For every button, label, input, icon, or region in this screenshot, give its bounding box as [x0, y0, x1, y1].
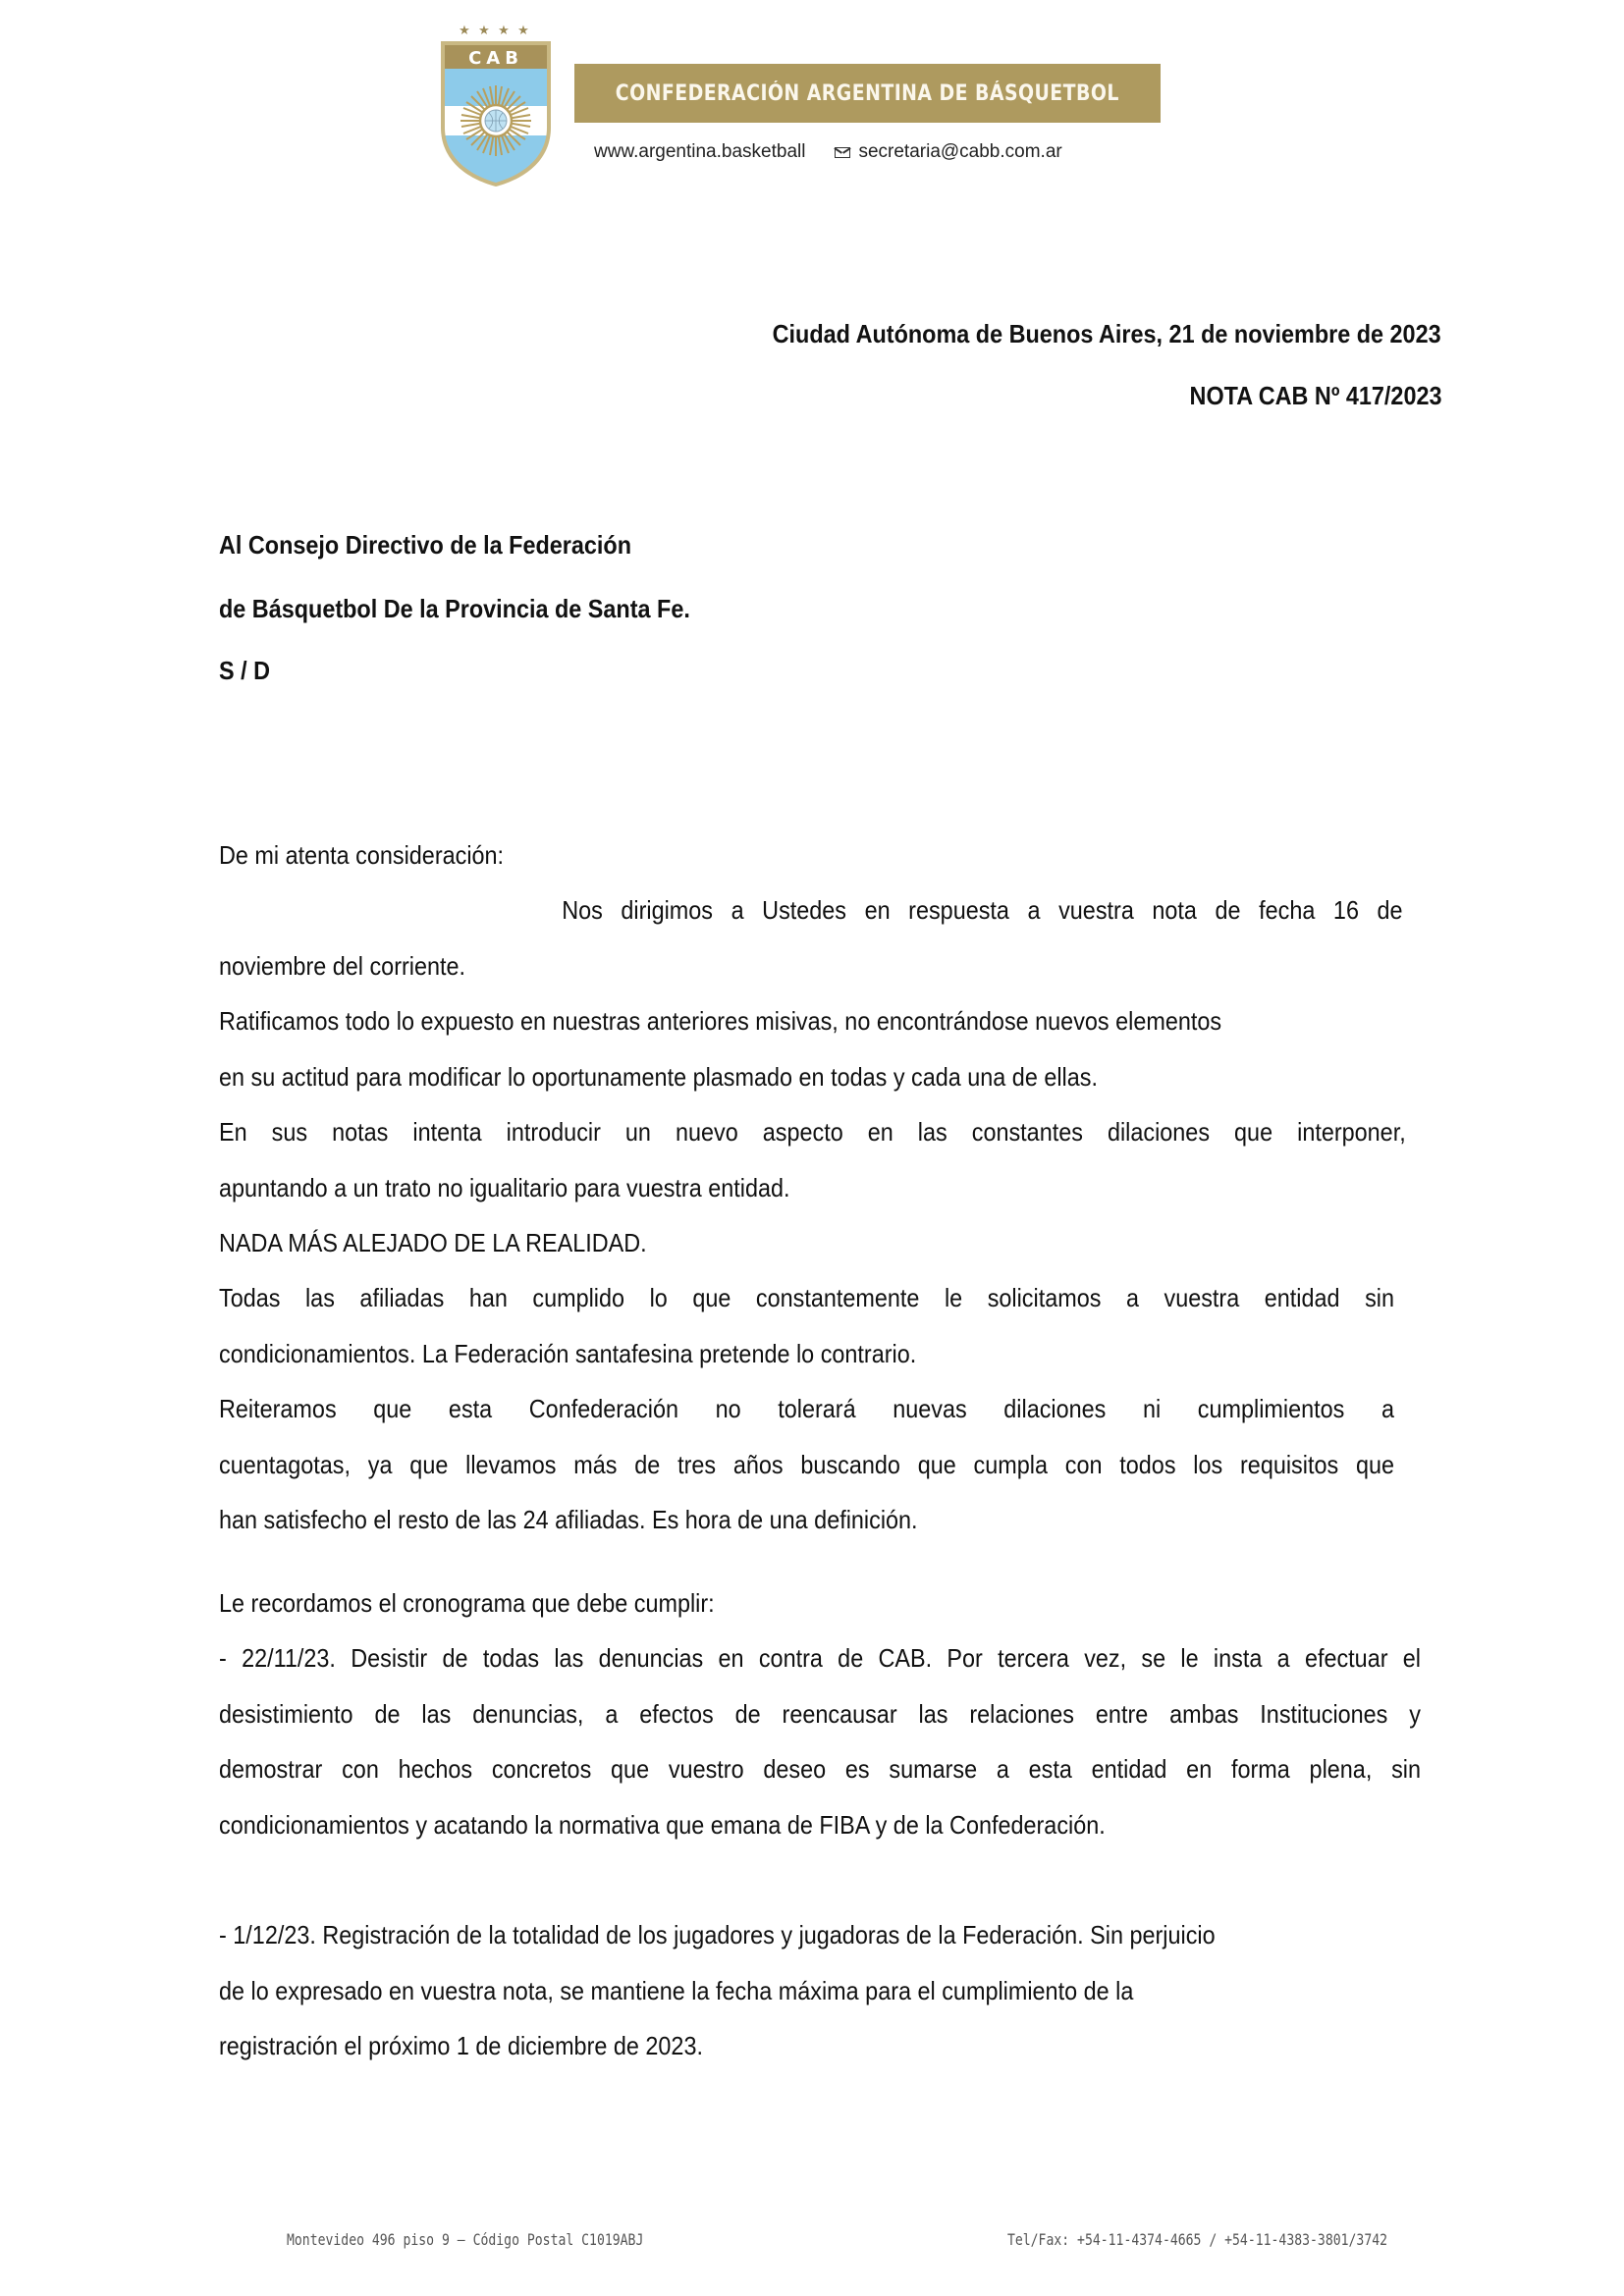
- schedule-line: desistimiento de las denuncias, a efectos de reencausar las relaciones entre ambas Instituciones y: [219, 1698, 1421, 1729]
- crest-text: CAB: [468, 48, 523, 69]
- salutation: De mi atenta consideración:: [219, 840, 505, 870]
- paragraph-line: han satisfecho el resto de las 24 afiliadas. Es hora de una definición.: [219, 1505, 918, 1534]
- star-icon: ★: [517, 23, 529, 37]
- paragraph-7: [219, 1575, 1427, 1631]
- schedule-line: - 22/11/23. Desistir de todas las denuncias en contra de CAB. Por tercera vez, se le insta a efectuar el: [219, 1643, 1421, 1673]
- schedule-item-1: [219, 1630, 1427, 1852]
- paragraph-2: [219, 993, 1427, 1104]
- paragraph-line: Le recordamos el cronograma que debe cumplir:: [219, 1588, 715, 1618]
- schedule-line: de lo expresado en vuestra nota, se mantiene la fecha máxima para el cumplimiento de la: [219, 1975, 1134, 2005]
- envelope-icon: [835, 147, 850, 158]
- recipient-line-2: de Básquetbol De la Provincia de Santa Fe.: [219, 594, 690, 623]
- schedule-line: - 1/12/23. Registración de la totalidad de los jugadores y jugadoras de la Federación. Sin perjuicio: [219, 1920, 1216, 1949]
- letterhead: [437, 20, 1164, 187]
- paragraph-line: cuentagotas, ya que llevamos más de tres años buscando que cumpla con todos los requisitos que: [219, 1449, 1394, 1479]
- website-link[interactable]: www.argentina.basketball: [594, 141, 806, 162]
- paragraph-line: en su actitud para modificar lo oportunamente plasmado en todas y cada una de ellas.: [219, 1061, 1098, 1092]
- paragraph-line: noviembre del corriente.: [219, 950, 466, 981]
- star-icon: ★: [498, 23, 510, 37]
- schedule-line: registración el próximo 1 de diciembre de 2023.: [219, 2031, 703, 2060]
- contact-row: [594, 141, 1062, 163]
- schedule-line: demostrar con hechos concretos que vuestro deseo es sumarse a esta entidad en forma plena, sin: [219, 1754, 1421, 1784]
- paragraph-line: condicionamientos. La Federación santafesina pretende lo contrario.: [219, 1338, 917, 1368]
- email-contact: [835, 141, 1061, 163]
- organization-banner: [574, 64, 1161, 123]
- paragraph-6: [219, 1381, 1427, 1548]
- star-icons: [459, 23, 529, 37]
- place-date: Ciudad Autónoma de Buenos Aires, 21 de noviembre de 2023: [773, 319, 1441, 348]
- email-link[interactable]: secretaria@cabb.com.ar: [858, 141, 1062, 162]
- schedule-line: condicionamientos y acatando la normativa que emana de FIBA y de la Confederación.: [219, 1809, 1106, 1840]
- paragraph-3: [219, 1104, 1427, 1215]
- paragraph-4: [219, 1215, 1427, 1271]
- recipient-line-1: Al Consejo Directivo de la Federación: [219, 530, 632, 560]
- paragraph-line: Reiteramos que esta Confederación no tolerará nuevas dilaciones ni cumplimientos a: [219, 1394, 1394, 1423]
- footer-phones: Tel/Fax: +54-11-4374-4665 / +54-11-4383-3801/3742: [1006, 2230, 1387, 2249]
- star-icon: ★: [478, 23, 490, 37]
- note-number: NOTA CAB Nº 417/2023: [1189, 381, 1441, 410]
- emphasis-line: NADA MÁS ALEJADO DE LA REALIDAD.: [219, 1228, 647, 1257]
- paragraph-line: Nos dirigimos a Ustedes en respuesta a vuestra nota de fecha 16 de: [562, 895, 1403, 925]
- paragraph-line: Todas las afiliadas han cumplido lo que constantemente le solicitamos a vuestra entidad sin: [219, 1283, 1394, 1312]
- schedule-item-2: [219, 1907, 1427, 2074]
- cab-crest-logo: [437, 20, 555, 187]
- paragraph-line: Ratificamos todo lo expuesto en nuestras anteriores misivas, no encontrándose nuevos elementos: [219, 1006, 1222, 1036]
- organization-name: CONFEDERACIÓN ARGENTINA DE BÁSQUETBOL: [615, 80, 1120, 106]
- star-icon: ★: [459, 23, 470, 37]
- footer-address: Montevideo 496 piso 9 – Código Postal C1019ABJ: [287, 2230, 644, 2249]
- paragraph-line: apuntando a un trato no igualitario para vuestra entidad.: [219, 1172, 790, 1202]
- paragraph-line: En sus notas intenta introducir un nuevo aspecto en las constantes dilaciones que interponer,: [219, 1117, 1406, 1147]
- recipient-line-3: S / D: [219, 656, 271, 685]
- paragraph-1: [219, 882, 1427, 993]
- paragraph-5: [219, 1270, 1427, 1381]
